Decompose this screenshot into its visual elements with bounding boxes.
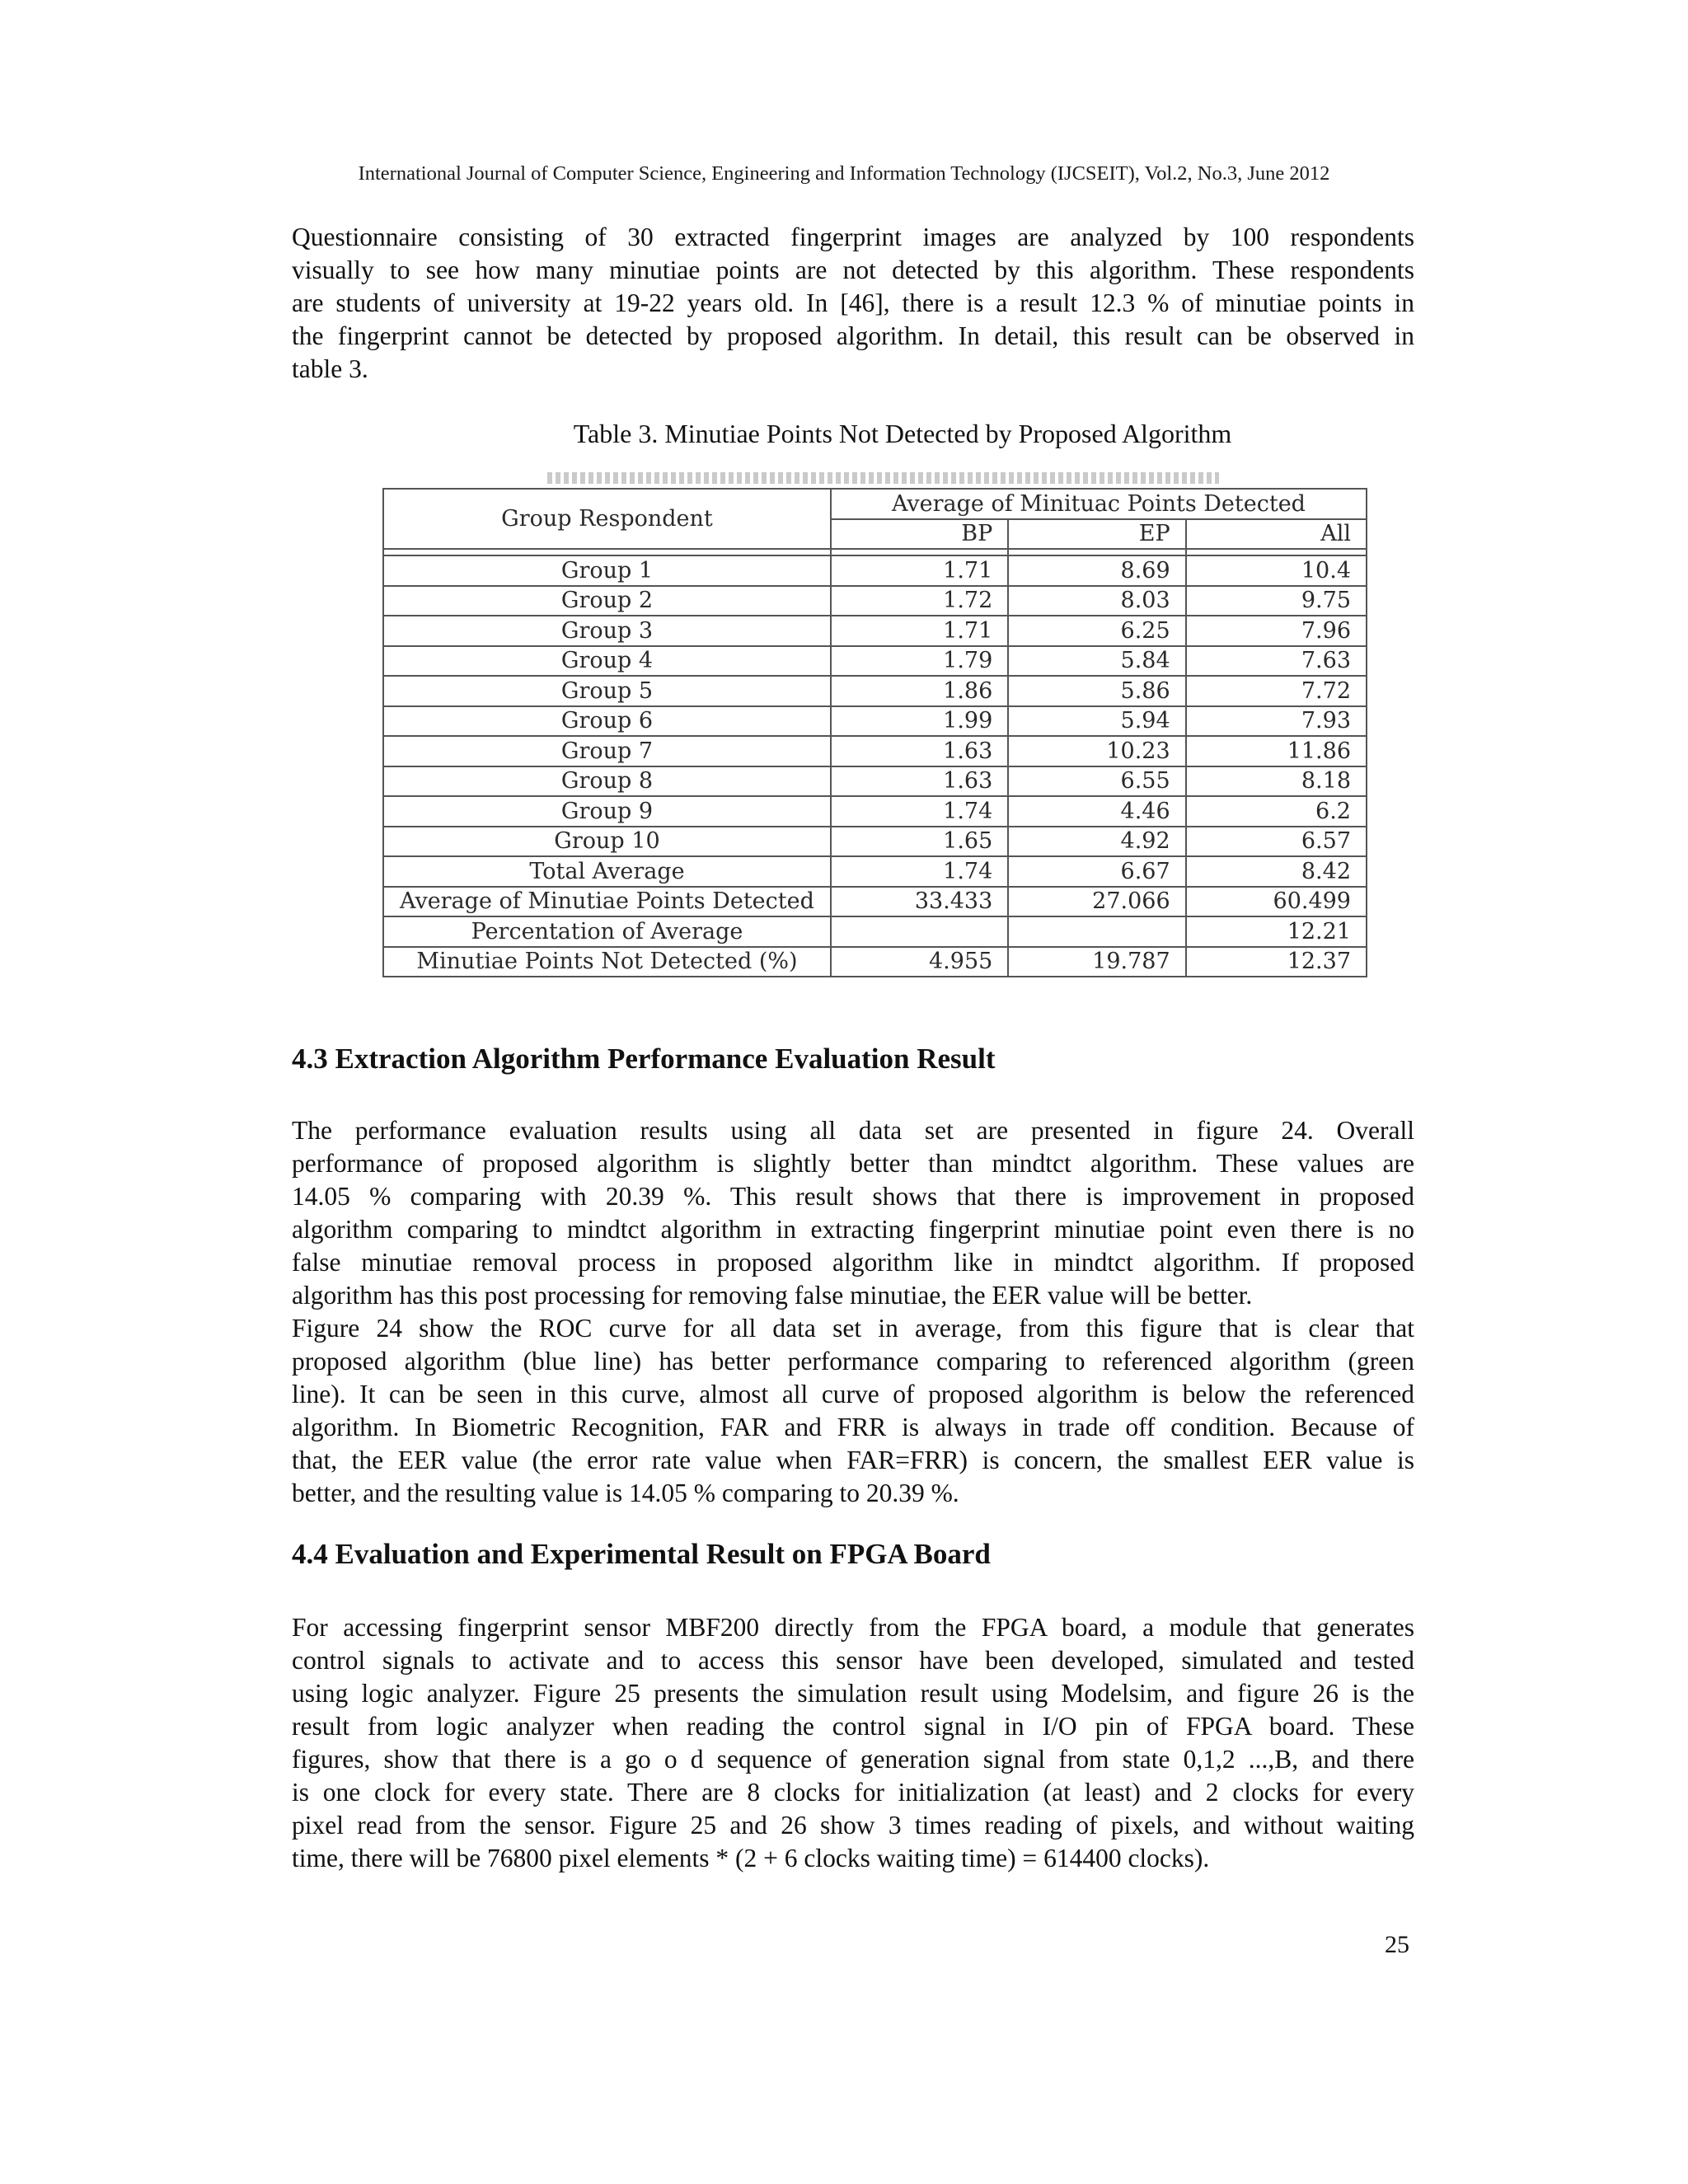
cell-all: 11.86 xyxy=(1186,736,1367,766)
body-line: The performance evaluation results using all data set are presented in figure 24. Overall xyxy=(292,1116,1414,1145)
cell-all: 9.75 xyxy=(1186,586,1367,616)
header-all: All xyxy=(1186,519,1367,550)
cell-bp: 1.63 xyxy=(831,766,1008,797)
cell-bp: 1.86 xyxy=(831,676,1008,706)
section-heading-4-3: 4.3 Extraction Algorithm Performance Evaluation Result xyxy=(292,1043,996,1075)
intro-line: Questionnaire consisting of 30 extracted fingerprint images are analyzed by 100 respondents xyxy=(292,223,1414,251)
cell-ep: 4.46 xyxy=(1008,796,1185,827)
cell-bp xyxy=(831,916,1008,947)
body-line: pixel read from the sensor. Figure 25 and 26 show 3 times reading of pixels, and without waiting xyxy=(292,1811,1414,1840)
table-row xyxy=(383,616,1367,646)
cell-bp: 1.71 xyxy=(831,616,1008,646)
cell-ep: 27.066 xyxy=(1008,887,1185,917)
cell-bp: 4.955 xyxy=(831,947,1008,977)
body-line: proposed algorithm (blue line) has better performance comparing to referenced algorithm (green xyxy=(292,1347,1414,1376)
cell-bp: 1.74 xyxy=(831,856,1008,887)
cell-all: 7.72 xyxy=(1186,676,1367,706)
table-row xyxy=(383,706,1367,737)
minutiae-table xyxy=(382,488,1367,977)
row-label: Group 5 xyxy=(383,676,831,706)
row-label: Group 2 xyxy=(383,586,831,616)
body-line: false minutiae removal process in proposed algorithm like in mindtct algorithm. If proposed xyxy=(292,1248,1414,1277)
cell-ep: 4.92 xyxy=(1008,827,1185,857)
row-label: Group 1 xyxy=(383,555,831,586)
cell-all: 12.37 xyxy=(1186,947,1367,977)
cell-all: 8.42 xyxy=(1186,856,1367,887)
row-label: Group 7 xyxy=(383,736,831,766)
header-bp: BP xyxy=(831,519,1008,550)
header-ep: EP xyxy=(1008,519,1185,550)
cell-ep: 6.67 xyxy=(1008,856,1185,887)
intro-paragraph xyxy=(292,221,1414,386)
section-4-4-paragraph xyxy=(292,1611,1414,1875)
cell-ep: 8.03 xyxy=(1008,586,1185,616)
table-row xyxy=(383,676,1367,706)
table-row xyxy=(383,766,1367,797)
section-heading-4-4: 4.4 Evaluation and Experimental Result on FPGA Board xyxy=(292,1538,991,1570)
intro-line: the fingerprint cannot be detected by proposed algorithm. In detail, this result can be observed in xyxy=(292,321,1414,350)
cell-all: 8.18 xyxy=(1186,766,1367,797)
cell-bp: 1.99 xyxy=(831,706,1008,737)
body-line: time, there will be 76800 pixel elements * (2 + 6 clocks waiting time) = 614400 clocks). xyxy=(292,1844,1210,1872)
cell-ep: 10.23 xyxy=(1008,736,1185,766)
row-label: Group 9 xyxy=(383,796,831,827)
body-line: algorithm has this post processing for removing false minutiae, the EER value will be better. xyxy=(292,1281,1253,1310)
row-label: Group 10 xyxy=(383,827,831,857)
running-header: International Journal of Computer Science, Engineering and Information Technology (IJCSEIT), Vol.2, No.3, June 2012 xyxy=(358,162,1330,185)
cell-ep: 19.787 xyxy=(1008,947,1185,977)
body-line: For accessing fingerprint sensor MBF200 directly from the FPGA board, a module that generates xyxy=(292,1613,1414,1642)
cell-all: 7.96 xyxy=(1186,616,1367,646)
cell-all: 12.21 xyxy=(1186,916,1367,947)
table-row xyxy=(383,856,1367,887)
row-label: Total Average xyxy=(383,856,831,887)
table-row xyxy=(383,646,1367,677)
intro-line: are students of university at 19-22 years old. In [46], there is a result 12.3 % of minutiae points in xyxy=(292,288,1414,317)
cell-bp: 1.79 xyxy=(831,646,1008,677)
cell-all: 10.4 xyxy=(1186,555,1367,586)
cell-all: 6.57 xyxy=(1186,827,1367,857)
cell-ep: 8.69 xyxy=(1008,555,1185,586)
intro-line: visually to see how many minutiae points are not detected by this algorithm. These respondents xyxy=(292,255,1414,284)
body-line: control signals to activate and to access this sensor have been developed, simulated and tested xyxy=(292,1646,1414,1675)
body-line: line). It can be seen in this curve, almost all curve of proposed algorithm is below the referenced xyxy=(292,1380,1414,1408)
cell-bp: 1.63 xyxy=(831,736,1008,766)
intro-line: table 3. xyxy=(292,354,368,383)
page-number: 25 xyxy=(1385,1931,1409,1958)
cell-ep: 6.55 xyxy=(1008,766,1185,797)
cell-ep: 5.94 xyxy=(1008,706,1185,737)
row-label: Minutiae Points Not Detected (%) xyxy=(383,947,831,977)
cell-ep: 5.86 xyxy=(1008,676,1185,706)
cell-bp: 1.74 xyxy=(831,796,1008,827)
table-row xyxy=(383,947,1367,977)
cell-all: 6.2 xyxy=(1186,796,1367,827)
row-label: Group 4 xyxy=(383,646,831,677)
table-row xyxy=(383,796,1367,827)
table-caption: Table 3. Minutiae Points Not Detected by Proposed Algorithm xyxy=(573,419,1232,448)
table-row xyxy=(383,586,1367,616)
cell-bp: 1.72 xyxy=(831,586,1008,616)
cell-ep: 6.25 xyxy=(1008,616,1185,646)
percentage-rows xyxy=(383,916,1367,977)
table-body xyxy=(383,555,1367,916)
cell-all: 7.93 xyxy=(1186,706,1367,737)
row-label: Percentation of Average xyxy=(383,916,831,947)
body-line: figures, show that there is a go o d sequence of generation signal from state 0,1,2 ...,B, and there xyxy=(292,1745,1414,1774)
body-line: performance of proposed algorithm is slightly better than mindtct algorithm. These values are xyxy=(292,1149,1414,1178)
table-caption-artifact xyxy=(547,472,1219,484)
row-label: Group 8 xyxy=(383,766,831,797)
cell-all: 7.63 xyxy=(1186,646,1367,677)
cell-all: 60.499 xyxy=(1186,887,1367,917)
cell-ep xyxy=(1008,916,1185,947)
row-label: Group 6 xyxy=(383,706,831,737)
row-label: Average of Minutiae Points Detected xyxy=(383,887,831,917)
cell-bp: 1.65 xyxy=(831,827,1008,857)
body-line: using logic analyzer. Figure 25 presents the simulation result using Modelsim, and figure 26 is the xyxy=(292,1679,1414,1708)
table-row xyxy=(383,887,1367,917)
cell-bp: 1.71 xyxy=(831,555,1008,586)
cell-bp: 33.433 xyxy=(831,887,1008,917)
header-group-respondent: Group Respondent xyxy=(383,489,831,549)
minutiae-table-figure xyxy=(382,472,1367,977)
header-average-detected: Average of Minituac Points Detected xyxy=(831,489,1367,519)
body-line: better, and the resulting value is 14.05 % comparing to 20.39 %. xyxy=(292,1479,959,1507)
table-row xyxy=(383,555,1367,586)
table-row xyxy=(383,736,1367,766)
cell-ep: 5.84 xyxy=(1008,646,1185,677)
body-line: algorithm comparing to mindtct algorithm in extracting fingerprint minutiae point even there is no xyxy=(292,1215,1414,1244)
body-line: algorithm. In Biometric Recognition, FAR and FRR is always in trade off condition. Because of xyxy=(292,1413,1414,1441)
body-line: 14.05 % comparing with 20.39 %. This result shows that there is improvement in proposed xyxy=(292,1182,1414,1211)
body-line: is one clock for every state. There are 8 clocks for initialization (at least) and 2 clocks for every xyxy=(292,1778,1414,1807)
row-label: Group 3 xyxy=(383,616,831,646)
body-line: result from logic analyzer when reading the control signal in I/O pin of FPGA board. These xyxy=(292,1712,1414,1741)
section-4-3-paragraph xyxy=(292,1114,1414,1510)
table-row xyxy=(383,827,1367,857)
body-line: that, the EER value (the error rate value when FAR=FRR) is concern, the smallest EER value is xyxy=(292,1446,1414,1474)
body-line: Figure 24 show the ROC curve for all data set in average, from this figure that is clear that xyxy=(292,1314,1414,1343)
table-row xyxy=(383,916,1367,947)
